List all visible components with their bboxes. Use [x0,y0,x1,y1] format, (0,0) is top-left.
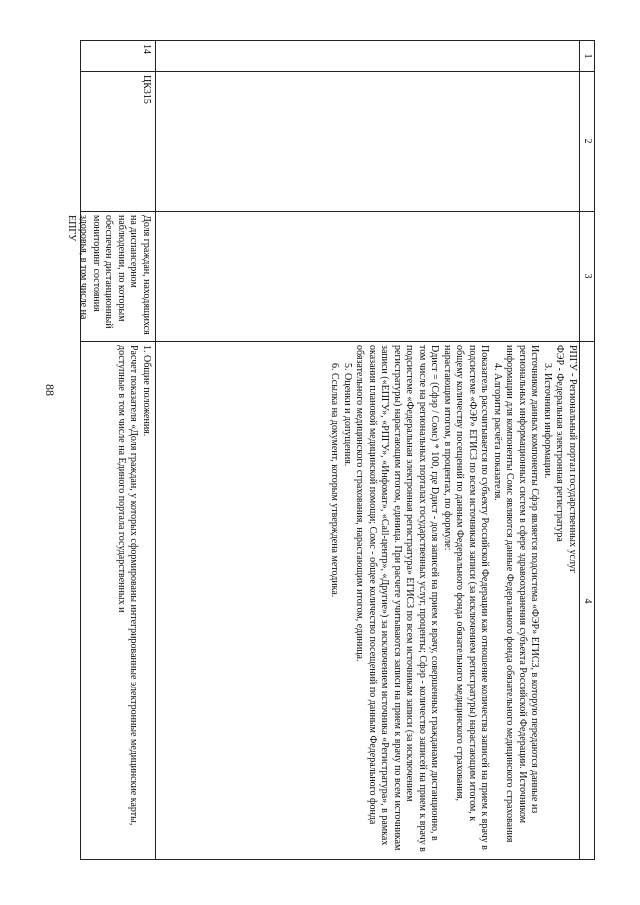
page-number: 88 [43,384,57,396]
method-heading: 4. Алгоритм расчёта показателя. [492,363,503,501]
header-col-2: 2 [582,138,593,144]
row-14-code: ЦК315 [141,75,152,104]
method-heading: 1. Общие положения. [141,345,152,437]
header-col-3: 3 [582,273,593,279]
method-line: РПГУ - Региональный портал государственных услуг [567,345,578,574]
method-formula: Dдист = (Сфэр / Сомс) * 100, где Dдист - доля записей на прием к врачу, совершенных гражданами дистанционно, в том числе на региональных порталах государственных услуг, проценты; Сфэр - количество записей на прием к врачу в подсистеме «Федеральная электронная регистратура» ЕГИСЗ по всем источникам записи (за исключением регистратуры) нарастающим итогом, единица. При расчете учитываются записи на прием к врачу по всем источникам записи («ЕПГУ», «РПГУ», «Инфомат», «Call-центр», «Другие») за исключением источника «Регистратура», в рамках оказания плановой медицинской помощи; Сомс - общее количество посещений по данным Федерального фонда обязательного медицинского страхования, нарастающим итогом, единица. [354,345,441,852]
method-paragraph: Показатель рассчитывается по субъекту Российской Федерации как отношение количества записей на прием к врачу в подсистеме «ФЭР» ЕГИСЗ по всем источникам записи (за исключением регистратуры) нарастающим итогом, к общему количеству посещений по данным Федерального фонда обязательного медицинского страхования, нарастающим итогом, в процентах, по формуле: [442,345,491,850]
method-line: ФЭР - Федеральная электронная регистратура [554,345,566,542]
header-col-4: 4 [582,598,593,604]
method-heading: 5. Оценки и допущения. [342,363,353,467]
method-heading: 6. Ссылка на документ, которым утверждена методика. [329,363,341,598]
column-divider [81,211,594,212]
method-paragraph: Источником данных компоненты Сфэр является подсистема «ФЭР» ЕГИСЗ, в которую передаются данные из региональных информационных систем в сфере здравоохранения субъекта Российской Федерации. Источником информации для компоненты Сомс являются данные Федерального фонда обязательного медицинского страхования [504,345,541,843]
column-divider [81,341,594,342]
row-14-number: 14 [141,44,152,54]
prev-row-method-cell [158,345,578,857]
method-heading: 3. Источники информации. [542,363,553,479]
methodology-table [66,40,595,860]
row-14-indicator-name: Доля граждан, находящихся на диспансерном наблюдении, по которым обеспечен дистанционный мониторинг состояния здоровья, в том числе на ЕПГУ [66,215,152,335]
method-paragraph: Расчет показателя «Доля граждан, у которых сформированы интегрированные электронные медицинские карты, доступные в том числе на Единого портала государственных и [116,345,140,826]
rotated-table-frame [66,40,595,860]
row-14-method-cell [82,345,152,857]
column-divider [81,71,594,72]
row-divider [155,41,156,859]
header-col-1: 1 [582,53,593,59]
